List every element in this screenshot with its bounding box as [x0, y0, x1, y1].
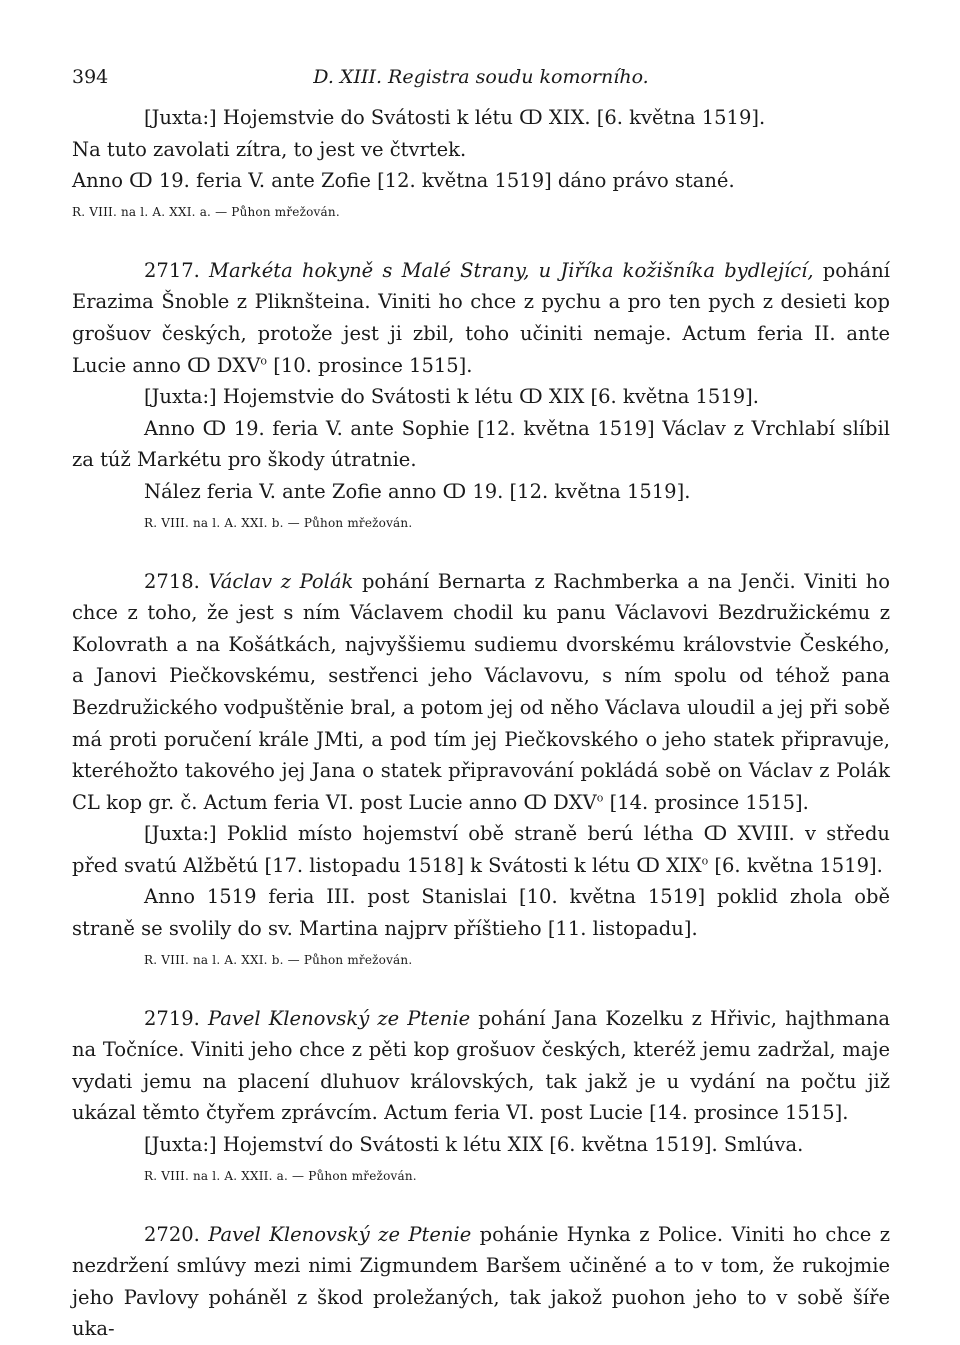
entry-2718 — [72, 566, 890, 819]
note-line: Anno 1519 feria III. post Stanislai [10. května 1519] poklid zhola obě straně se svolily do sv. Martina najprv příštieho [11. listopadu]. — [72, 885, 890, 941]
entry-text: pohánie Hynka z Police. Viniti ho chce z nezdržení smlúvy mezi nimi Zigmundem Baršem učiněné a to v tom, že rukojmie jeho Pavlovy poháněl z škod proležaných, tak jakož puohon jeho to v sobě šíře uka- — [72, 1222, 891, 1341]
register-reference: R. VIII. na l. A. XXI. a. — Půhon mřežován. — [72, 204, 340, 219]
entry-text: pohání Erazima Šnoble z Pliknšteina. Viniti ho chce z pychu a pro ten pych z desieti kop grošuov českých, protože jest ji zbil, toho učiniti nemaje. Actum feria II. ante Lucie anno ↀ DXV — [72, 258, 890, 377]
entry-parties: Pavel Klenovský ze Ptenie — [208, 1222, 472, 1246]
entry-2717 — [72, 255, 890, 381]
note-line: Anno ↀ 19. feria V. ante Sophie [12. května 1519] Václav z Vrchlabí slíbil za túž Markétu pro škody útratnie. — [72, 416, 890, 472]
document-page — [72, 50, 890, 1345]
note-line: Nález feria V. ante Zofie anno ↀ 19. [12. května 1519]. — [144, 479, 691, 503]
juxta-date: [6. května 1519]. — [708, 853, 883, 877]
register-reference: R. VIII. na l. A. XXI. b. — Půhon mřežován. — [144, 952, 413, 967]
page-number: 394 — [72, 66, 109, 88]
juxta-note: [Juxta:] Hojemství do Svátosti k létu XIX [6. května 1519]. Smlúva. — [144, 1133, 804, 1157]
note-line: Anno ↀ 19. feria V. ante Zofie [12. května 1519] dáno právo stané. — [72, 169, 735, 193]
juxta-note: [Juxta:] Hojemstvie do Svátosti k létu ↀ XIX [6. května 1519]. — [144, 385, 759, 409]
entry-number: 2720. — [144, 1222, 200, 1246]
juxta-note: [Juxta:] Hojemstvie do Svátosti k létu ↀ XIX. [6. května 1519]. — [144, 106, 766, 129]
superscript: o — [596, 791, 604, 805]
running-head: D. XIII. Registra soudu komorního. — [313, 66, 649, 88]
entry-2719 — [72, 1003, 890, 1129]
entry-parties: Markéta hokyně s Malé Strany, u Jiříka kožišníka bydlející, — [209, 258, 814, 282]
juxta-note — [72, 818, 890, 881]
entry-text: pohání Bernarta z Rachmberka a na Jenči. Viniti ho chce z toho, že jest s ním Václavem chodil ku panu Václavovi Bezdružickému z Kolovrath a na Košátkách, najvyššiemu sudiemu dvorskému královstvie Českého, a Janovi Piečkovskému, sestřenci jeho Václavovu, s ním spolu od téhož pana Bezdružického vodpuštěnie bral, a potom jej od něho Václava uloudil a jej při sobě má proti poručení krále JMti, a pod tím jej Piečkovského o jeho statek připravuje, kteréhožto takového jej Jana o statek připravování pokládá sobě on Václav z Polák CL kop gr. č. Actum feria VI. post Lucie anno ↀ DXV — [72, 569, 891, 814]
entry-date: [14. prosince 1515]. — [603, 790, 809, 814]
entry-date: [10. prosince 1515]. — [267, 353, 473, 377]
entry-parties: Pavel Klenovský ze Ptenie — [207, 1006, 471, 1030]
entry-number: 2719. — [144, 1006, 200, 1030]
entry-number: 2718. — [144, 569, 200, 593]
juxta-text: [Juxta:] Poklid místo hojemství obě straně berú létha ↀ XVIII. v středu před svatú Alžbětú [17. listopadu 1518] k Svátosti k létu ↀ XIX — [72, 822, 890, 877]
entry-parties: Václav z Polák — [208, 569, 354, 593]
superscript: o — [701, 854, 709, 868]
superscript: o — [260, 354, 268, 368]
entry-2720 — [72, 1219, 890, 1345]
page-header — [72, 50, 890, 102]
note-line: Na tuto zavolati zítra, to jest ve čtvrtek. — [72, 137, 467, 161]
entry-text: pohání Jana Kozelku z Hřivic, hajthmana na Točníce. Viniti jeho chce z pěti kop grošuov českých, kteréž jemu zadržal, maje vydati jemu na placení dluhuov královských, tak jakž je u vydání na počtu již ukázal těmto čtyřem zprávcím. Actum feria VI. post Lucie [14. prosince 1515]. — [72, 1006, 891, 1125]
register-reference: R. VIII. na l. A. XXII. a. — Půhon mřežován. — [144, 1168, 417, 1183]
entry-number: 2717. — [144, 258, 200, 282]
register-reference: R. VIII. na l. A. XXI. b. — Půhon mřežován. — [144, 515, 413, 530]
